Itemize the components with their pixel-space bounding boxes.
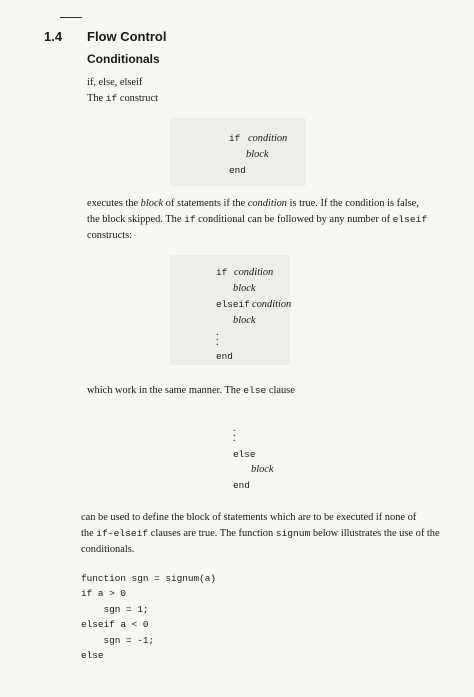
kw-else: else	[233, 449, 256, 460]
code-line: else	[81, 650, 104, 661]
code-line: sgn = -1;	[81, 635, 155, 646]
block-label: block	[246, 149, 269, 160]
para1-line1: executes the block of statements if the condition is true. If the condition is false,	[87, 198, 419, 209]
kw-end: end	[216, 351, 233, 362]
header-rule	[60, 17, 82, 18]
subsection-title: Conditionals	[87, 52, 160, 66]
kw-if: if	[216, 267, 228, 278]
ellipsis-vertical: . . .	[216, 327, 219, 348]
para3-line2: the if-elseif clauses are true. The function signum below illustrates the use of the	[81, 528, 440, 539]
section-number: 1.4	[44, 29, 63, 44]
keyword-if: if	[105, 93, 118, 104]
code-line: elseif a < 0	[81, 619, 149, 630]
para3-line1: can be used to define the block of statements which are to be executed if none of	[81, 512, 417, 523]
condition-label: condition	[252, 299, 292, 310]
code-line: if a > 0	[81, 588, 127, 599]
para1-line2: the block skipped. The if conditional can be followed by any number of elseif	[87, 214, 428, 225]
block-label: block	[233, 283, 256, 294]
construct-line: The if construct	[87, 93, 158, 104]
section-title: Flow Control	[87, 29, 167, 44]
condition-label: condition	[234, 267, 274, 278]
topic-heading: if, else, elseif	[87, 77, 143, 88]
code-line: function sgn = signum(a)	[81, 573, 217, 584]
kw-elseif: elseif	[216, 299, 250, 310]
ellipsis-vertical: . . .	[233, 423, 236, 444]
code-line: sgn = 1;	[81, 604, 149, 615]
condition-label: condition	[248, 133, 288, 144]
block-label: block	[233, 315, 256, 326]
kw-end: end	[229, 165, 246, 176]
block-label: block	[251, 464, 274, 475]
kw-end: end	[233, 480, 250, 491]
para1-line3: constructs:	[87, 230, 133, 241]
para3-line3: conditionals.	[81, 544, 135, 555]
para2-line: which work in the same manner. The else clause	[87, 385, 295, 396]
kw-if: if	[229, 133, 241, 144]
